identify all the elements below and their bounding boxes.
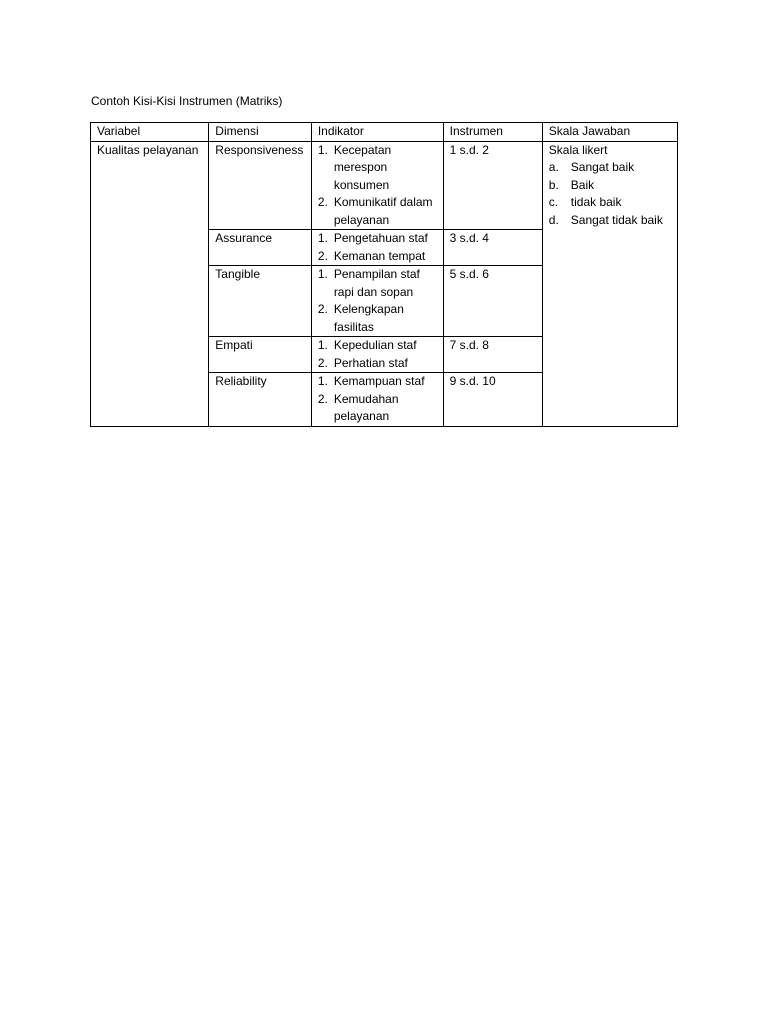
indikator-number: 1.: [317, 374, 328, 388]
dimensi-cell: Tangible: [209, 266, 312, 337]
skala-option: [549, 212, 671, 230]
instrumen-cell: 1 s.d. 2: [443, 141, 542, 230]
indikator-item: [318, 230, 437, 248]
indikator-item: [318, 355, 437, 373]
indikator-list: [318, 373, 437, 426]
header-variabel: Variabel: [91, 123, 209, 142]
indikator-number: 2.: [317, 302, 328, 316]
skala-option: [549, 194, 671, 212]
indikator-text: Kecepatan merespon konsumen: [333, 142, 392, 192]
skala-option-letter: b.: [548, 177, 559, 192]
skala-jawaban-cell: [542, 141, 677, 426]
indikator-item: [318, 301, 437, 336]
skala-option-letter: a.: [548, 160, 559, 174]
table-row: [91, 141, 678, 230]
indikator-list: [318, 230, 437, 265]
indikator-item: [318, 194, 437, 229]
variabel-cell: Kualitas pelayanan: [91, 141, 209, 426]
indikator-cell: [311, 373, 443, 427]
dimensi-cell: Reliability: [209, 373, 312, 427]
dimensi-cell: Empati: [209, 337, 312, 373]
indikator-cell: [311, 141, 443, 230]
header-skala-jawaban: Skala Jawaban: [542, 123, 677, 142]
indikator-text: Kemampuan staf: [333, 374, 425, 388]
indikator-text: Kelengkapan fasilitas: [333, 302, 404, 334]
indikator-item: [318, 142, 437, 195]
indikator-item: [318, 391, 437, 426]
skala-option-text: Baik: [570, 177, 595, 192]
indikator-text: Komunikatif dalam pelayanan: [333, 195, 433, 227]
skala-option-text: Sangat baik: [570, 160, 635, 174]
indikator-item: [318, 373, 437, 391]
kisi-kisi-table: [90, 122, 678, 427]
skala-title: Skala likert: [548, 142, 608, 157]
instrumen-cell: 3 s.d. 4: [443, 230, 542, 266]
indikator-text: Penampilan staf rapi dan sopan: [333, 267, 420, 299]
indikator-number: 2.: [317, 195, 328, 209]
skala-option: [549, 159, 671, 177]
instrumen-cell: 7 s.d. 8: [443, 337, 542, 373]
indikator-number: 2.: [317, 248, 328, 263]
indikator-cell: [311, 230, 443, 266]
indikator-number: 1.: [317, 267, 328, 281]
skala-option-text: Sangat tidak baik: [570, 212, 663, 227]
indikator-item: [318, 248, 437, 266]
skala-option: [549, 177, 671, 195]
indikator-list: [318, 337, 437, 372]
indikator-text: Kepedulian staf: [333, 338, 417, 352]
skala-option-letter: c.: [548, 195, 559, 209]
indikator-item: [318, 337, 437, 355]
document-title: Contoh Kisi-Kisi Instrumen (Matriks): [91, 94, 283, 108]
skala-option-letter: d.: [548, 212, 559, 227]
skala-options-list: [549, 159, 671, 229]
indikator-text: Kemudahan pelayanan: [333, 391, 399, 423]
dimensi-cell: Assurance: [209, 230, 312, 266]
indikator-item: [318, 266, 437, 301]
indikator-text: Kemanan tempat: [333, 248, 426, 263]
indikator-number: 2.: [317, 391, 328, 406]
indikator-list: [318, 142, 437, 230]
indikator-number: 1.: [317, 142, 328, 157]
indikator-cell: [311, 337, 443, 373]
indikator-number: 1.: [317, 338, 328, 352]
instrumen-cell: 5 s.d. 6: [443, 266, 542, 337]
indikator-list: [318, 266, 437, 336]
header-dimensi: Dimensi: [209, 123, 312, 142]
indikator-cell: [311, 266, 443, 337]
header-indikator: Indikator: [311, 123, 443, 142]
skala-option-text: tidak baik: [570, 195, 622, 209]
table-header-row: [91, 123, 678, 142]
indikator-number: 1.: [317, 231, 328, 245]
indikator-text: Perhatian staf: [333, 355, 408, 370]
dimensi-cell: Responsiveness: [209, 141, 312, 230]
indikator-text: Pengetahuan staf: [333, 231, 428, 245]
header-instrumen: Instrumen: [443, 123, 542, 142]
instrumen-cell: 9 s.d. 10: [443, 373, 542, 427]
indikator-number: 2.: [317, 355, 328, 370]
